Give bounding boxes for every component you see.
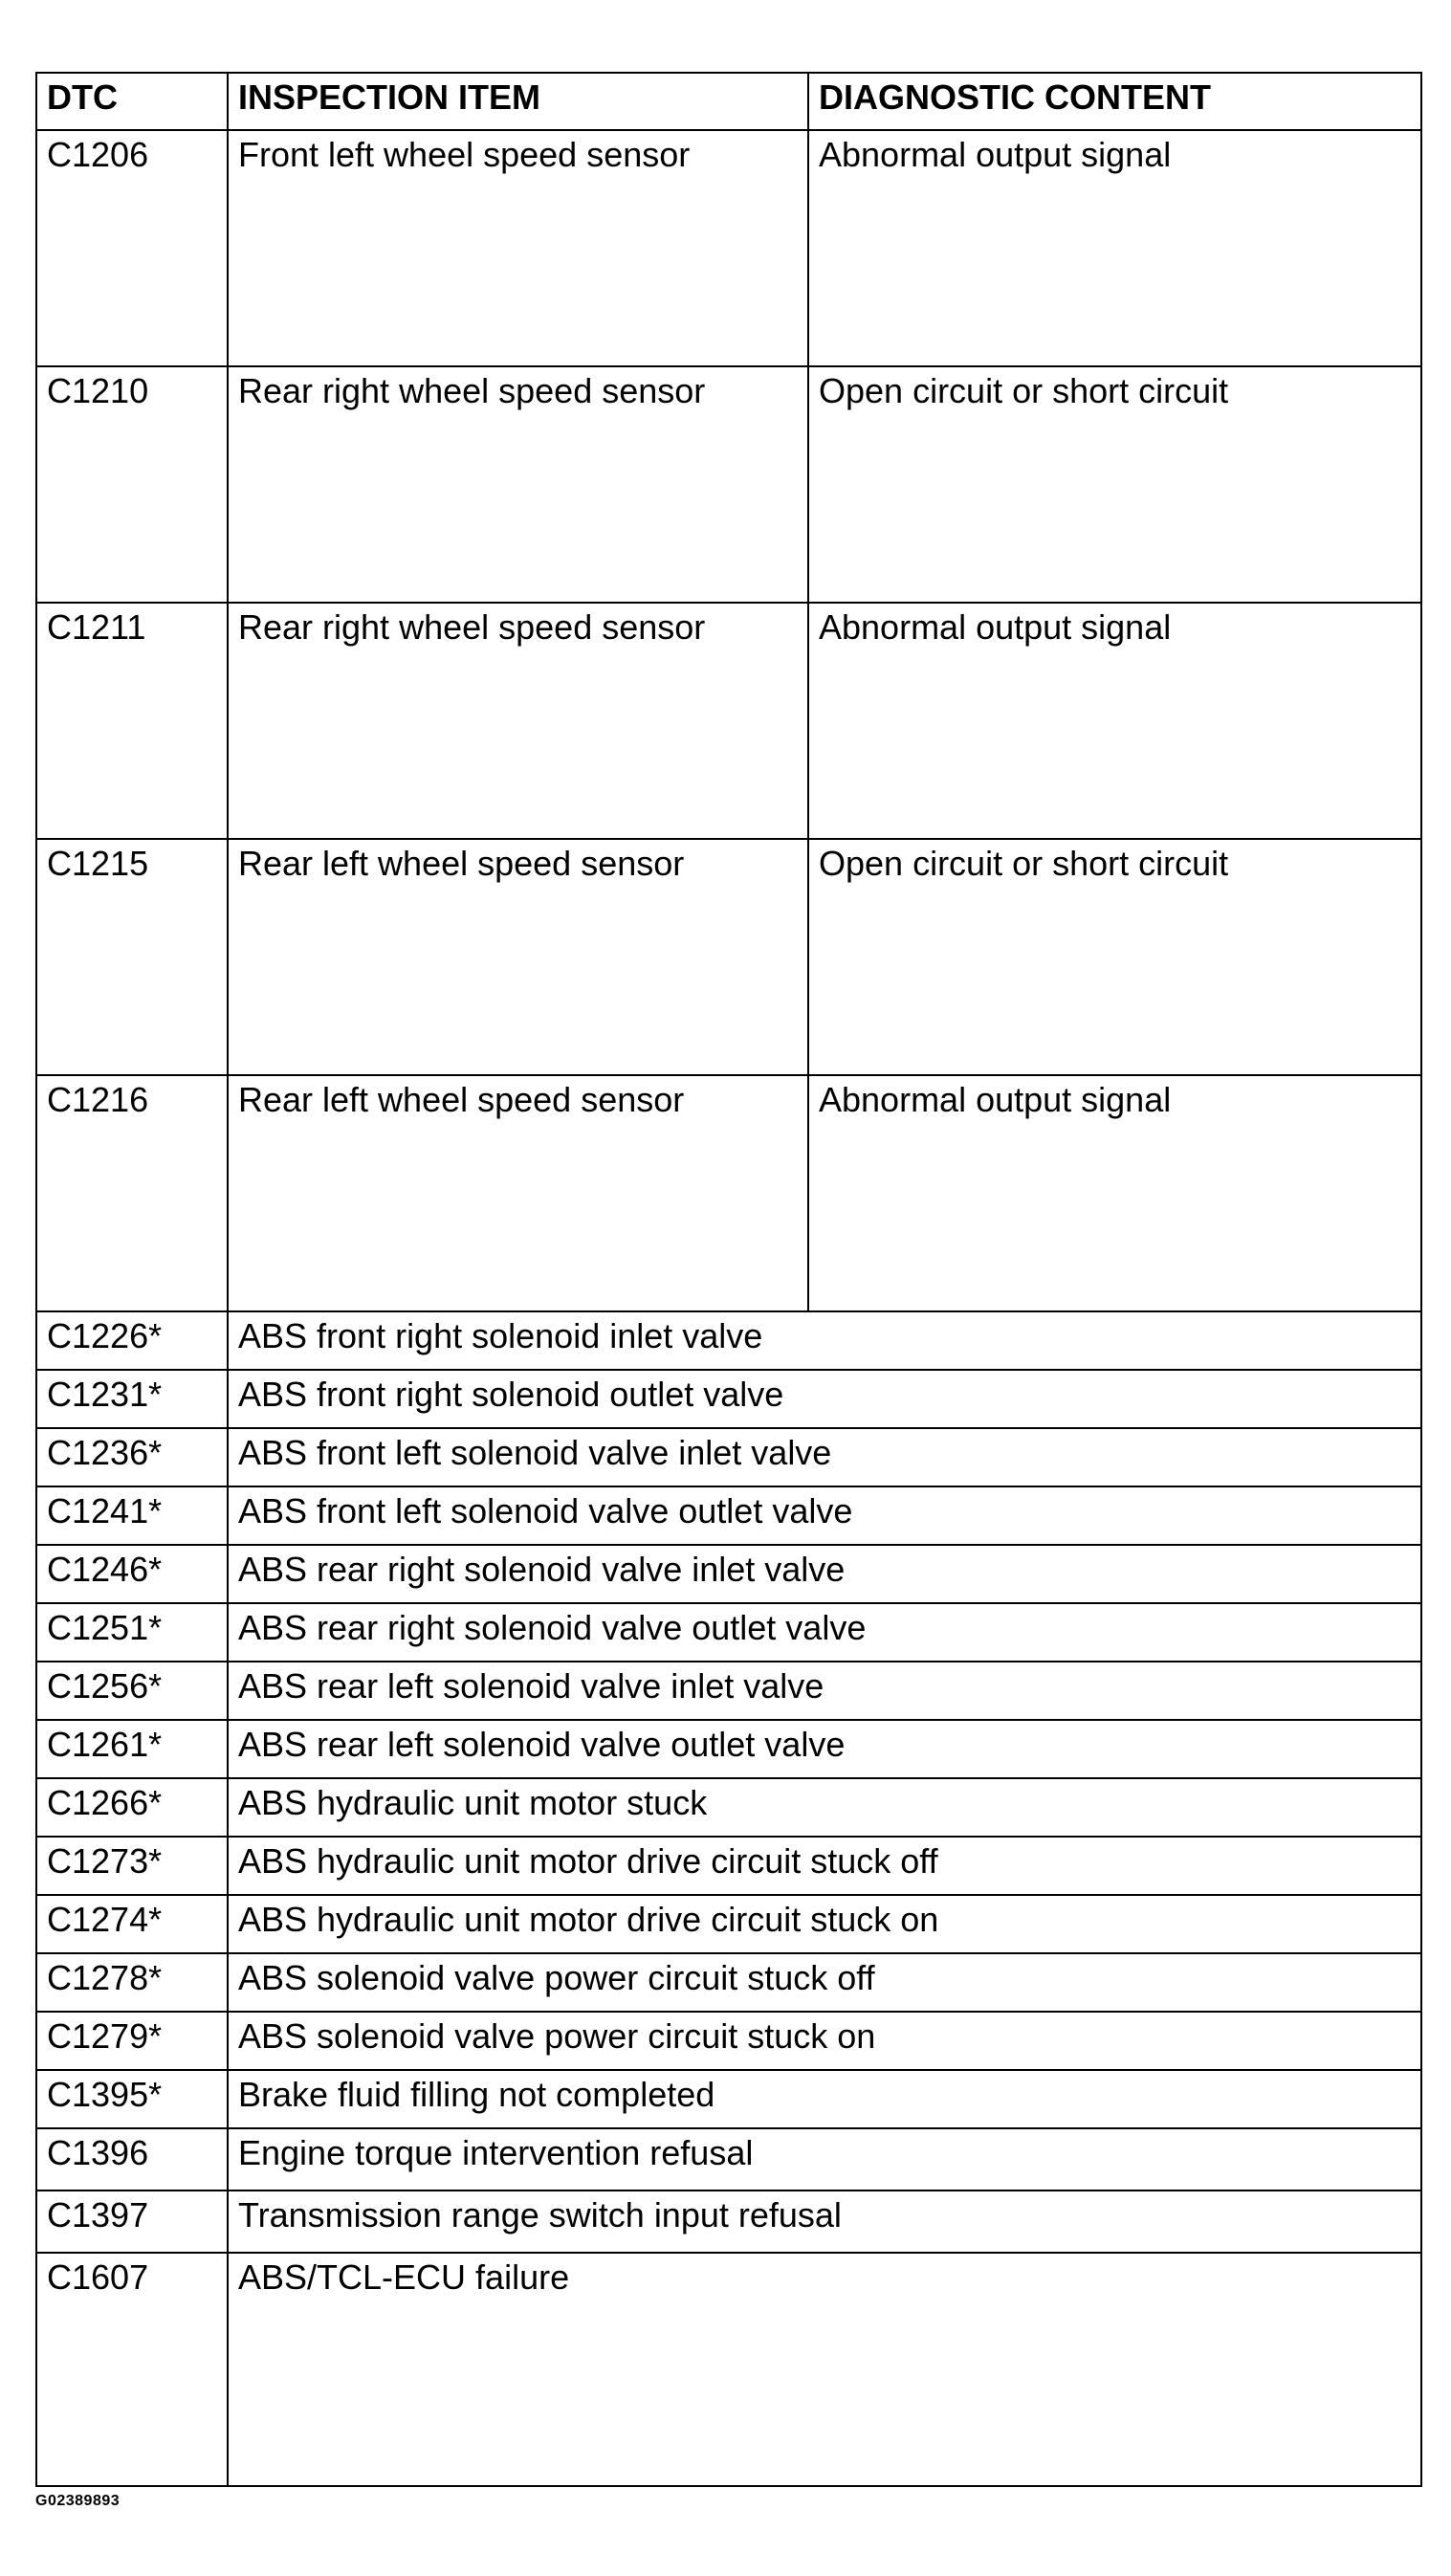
item-cell: ABS solenoid valve power circuit stuck off xyxy=(228,1953,1421,2012)
item-cell: Rear left wheel speed sensor xyxy=(228,839,808,1075)
dtc-cell: C1215 xyxy=(36,839,228,1075)
table-row xyxy=(36,1895,1421,1953)
item-cell: ABS front right solenoid outlet valve xyxy=(228,1370,1421,1428)
dtc-cell: C1210 xyxy=(36,366,228,603)
item-cell: ABS rear right solenoid valve inlet valve xyxy=(228,1545,1421,1603)
item-cell: ABS hydraulic unit motor drive circuit stuck on xyxy=(228,1895,1421,1953)
dtc-table xyxy=(35,72,1422,2487)
header-row xyxy=(36,73,1421,130)
table-row xyxy=(36,1311,1421,1370)
dtc-cell: C1397 xyxy=(36,2191,228,2253)
content-cell: Abnormal output signal xyxy=(808,603,1421,839)
dtc-cell: C1607 xyxy=(36,2253,228,2486)
item-cell: ABS hydraulic unit motor drive circuit stuck off xyxy=(228,1837,1421,1895)
table-row xyxy=(36,1837,1421,1895)
item-cell: Rear right wheel speed sensor xyxy=(228,603,808,839)
item-cell: ABS front left solenoid valve inlet valve xyxy=(228,1428,1421,1486)
dtc-cell: C1206 xyxy=(36,130,228,366)
dtc-cell: C1273* xyxy=(36,1837,228,1895)
table-row xyxy=(36,1486,1421,1545)
table-row xyxy=(36,1720,1421,1778)
table-row xyxy=(36,1075,1421,1311)
table-row xyxy=(36,1953,1421,2012)
dtc-cell: C1274* xyxy=(36,1895,228,1953)
item-cell: ABS rear left solenoid valve inlet valve xyxy=(228,1662,1421,1720)
figure-code: G02389893 xyxy=(35,2493,121,2509)
item-cell: ABS front right solenoid inlet valve xyxy=(228,1311,1421,1370)
header-dtc: DTC xyxy=(36,73,228,130)
table-row xyxy=(36,1545,1421,1603)
dtc-cell: C1279* xyxy=(36,2012,228,2070)
dtc-cell: C1395* xyxy=(36,2070,228,2128)
dtc-cell: C1266* xyxy=(36,1778,228,1837)
dtc-cell: C1211 xyxy=(36,603,228,839)
dtc-cell: C1256* xyxy=(36,1662,228,1720)
item-cell: ABS front left solenoid valve outlet valve xyxy=(228,1486,1421,1545)
table-row xyxy=(36,2128,1421,2191)
item-cell: Transmission range switch input refusal xyxy=(228,2191,1421,2253)
dtc-cell: C1246* xyxy=(36,1545,228,1603)
item-cell: ABS/TCL-ECU failure xyxy=(228,2253,1421,2486)
dtc-cell: C1236* xyxy=(36,1428,228,1486)
table-row xyxy=(36,2253,1421,2486)
table-row xyxy=(36,1370,1421,1428)
item-cell: Rear left wheel speed sensor xyxy=(228,1075,808,1311)
dtc-cell: C1241* xyxy=(36,1486,228,1545)
table-row xyxy=(36,2012,1421,2070)
table-row xyxy=(36,366,1421,603)
dtc-cell: C1278* xyxy=(36,1953,228,2012)
dtc-cell: C1396 xyxy=(36,2128,228,2191)
dtc-cell: C1226* xyxy=(36,1311,228,1370)
item-cell: ABS rear left solenoid valve outlet valve xyxy=(228,1720,1421,1778)
dtc-cell: C1261* xyxy=(36,1720,228,1778)
table-row xyxy=(36,1778,1421,1837)
item-cell: Brake fluid filling not completed xyxy=(228,2070,1421,2128)
content-cell: Abnormal output signal xyxy=(808,1075,1421,1311)
content-cell: Open circuit or short circuit xyxy=(808,839,1421,1075)
table-row xyxy=(36,1662,1421,1720)
header-diagnostic-content: DIAGNOSTIC CONTENT xyxy=(808,73,1421,130)
content-cell: Open circuit or short circuit xyxy=(808,366,1421,603)
dtc-cell: C1231* xyxy=(36,1370,228,1428)
table-row xyxy=(36,2191,1421,2253)
table-row xyxy=(36,839,1421,1075)
dtc-cell: C1251* xyxy=(36,1603,228,1662)
item-cell: Front left wheel speed sensor xyxy=(228,130,808,366)
item-cell: Rear right wheel speed sensor xyxy=(228,366,808,603)
content-cell: Abnormal output signal xyxy=(808,130,1421,366)
item-cell: ABS solenoid valve power circuit stuck on xyxy=(228,2012,1421,2070)
item-cell: ABS rear right solenoid valve outlet valve xyxy=(228,1603,1421,1662)
item-cell: ABS hydraulic unit motor stuck xyxy=(228,1778,1421,1837)
table-row xyxy=(36,130,1421,366)
table-row xyxy=(36,1603,1421,1662)
item-cell: Engine torque intervention refusal xyxy=(228,2128,1421,2191)
header-inspection-item: INSPECTION ITEM xyxy=(228,73,808,130)
table-row xyxy=(36,1428,1421,1486)
dtc-cell: C1216 xyxy=(36,1075,228,1311)
table-row xyxy=(36,603,1421,839)
table-row xyxy=(36,2070,1421,2128)
